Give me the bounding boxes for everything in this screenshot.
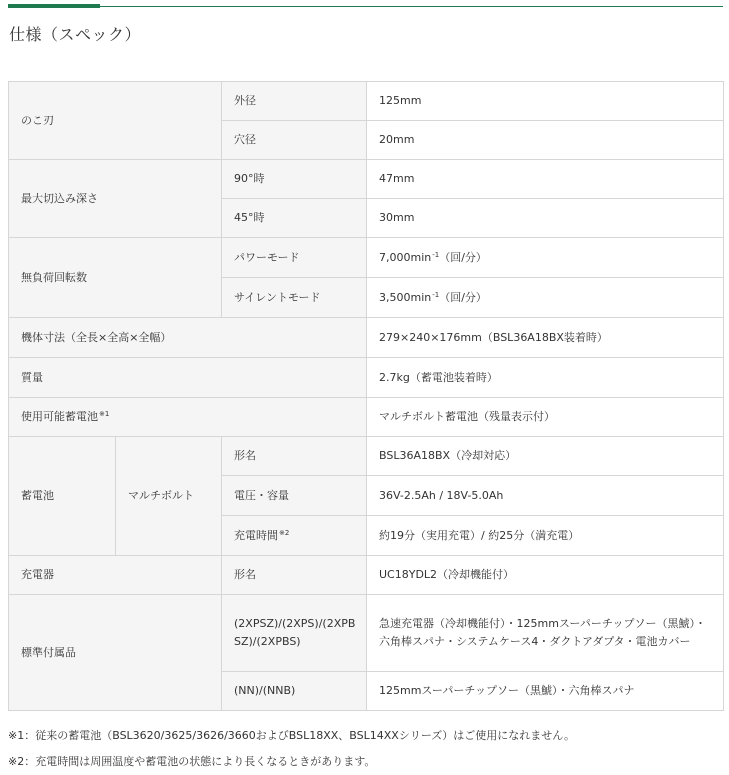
silent-speed-value: 3,500min xyxy=(379,290,432,304)
row-value-charge-time: 約19分（実用充電）/ 約25分（満充電） xyxy=(367,516,724,556)
row-value-silent xyxy=(367,278,724,318)
row-sublabel-90: 90°時 xyxy=(222,160,367,199)
row-sublabel-power: パワーモード xyxy=(222,238,367,278)
row-value-usable-battery: マルチボルト蓄電池（残量表示付） xyxy=(367,398,724,437)
row-value-45: 30mm xyxy=(367,199,724,238)
row-value-charger-model: UC18YDL2（冷却機能付） xyxy=(367,556,724,595)
power-speed-value: 7,000min xyxy=(379,250,432,264)
table-row xyxy=(9,595,724,672)
row-sublabel-set2: (NN)/(NNB) xyxy=(222,672,367,711)
table-row xyxy=(9,238,724,278)
row-value-bore: 20mm xyxy=(367,121,724,160)
row-value-voltage: 36V-2.5Ah / 18V-5.0Ah xyxy=(367,476,724,516)
row-label-dimensions: 機体寸法（全長×全高×全幅） xyxy=(9,318,367,358)
footnote-1: ※1：従来の蓄電池（BSL3620/3625/3626/3660およびBSL18XX、BSL14XXシリーズ）はご使用になれません。 xyxy=(8,729,575,742)
row-sublabel-outer: 外径 xyxy=(222,82,367,121)
row-sublabel-charge-time xyxy=(222,516,367,556)
row-value-battery-model: BSL36A18BX（冷却対応） xyxy=(367,437,724,476)
row-sublabel-battery-model: 形名 xyxy=(222,437,367,476)
row-sublabel-silent: サイレントモード xyxy=(222,278,367,318)
row-value-set2: 125mmスーパーチップソー（黒鯱）・六角棒スパナ xyxy=(367,672,724,711)
row-sublabel-voltage: 電圧・容量 xyxy=(222,476,367,516)
row-label-battery: 蓄電池 xyxy=(9,437,116,556)
row-value-dimensions: 279×240×176mm（BSL36A18BX装着時） xyxy=(367,318,724,358)
row-label-speed: 無負荷回転数 xyxy=(9,238,222,318)
table-row xyxy=(9,398,724,437)
footnote-ref-1: ※1 xyxy=(99,410,110,419)
table-row xyxy=(9,437,724,476)
row-sublabel-charger-model: 形名 xyxy=(222,556,367,595)
row-value-set1: 急速充電器（冷却機能付）・125mmスーパーチップソー（黒鯱）・六角棒スパナ・システムケース4・ダクトアダプタ・電池カバー xyxy=(367,595,724,672)
table-row xyxy=(9,556,724,595)
row-label-accessories: 標準付属品 xyxy=(9,595,222,711)
speed-exponent: -1 xyxy=(432,290,440,299)
row-label-charger: 充電器 xyxy=(9,556,222,595)
row-value-weight: 2.7kg（蓄電池装着時） xyxy=(367,358,724,398)
row-sublabel-multivolt: マルチボルト xyxy=(116,437,222,556)
row-label-usable-battery xyxy=(9,398,367,437)
title-divider xyxy=(8,6,723,7)
table-row xyxy=(9,318,724,358)
row-sublabel-bore: 穴径 xyxy=(222,121,367,160)
spec-table xyxy=(8,81,724,711)
row-sublabel-set1: (2XPSZ)/(2XPS)/(2XPBSZ)/(2XPBS) xyxy=(222,595,367,672)
page-title: 仕様（スペック） xyxy=(9,25,142,44)
table-row xyxy=(9,82,724,121)
table-row xyxy=(9,358,724,398)
row-value-outer: 125mm xyxy=(367,82,724,121)
power-speed-unit: （回/分） xyxy=(439,250,487,264)
footnote-ref-2: ※2 xyxy=(279,528,290,537)
charge-time-label: 充電時間 xyxy=(234,528,278,542)
row-label-blade: のこ刃 xyxy=(9,82,222,160)
row-sublabel-45: 45°時 xyxy=(222,199,367,238)
row-label-depth: 最大切込み深さ xyxy=(9,160,222,238)
row-value-power xyxy=(367,238,724,278)
row-value-90: 47mm xyxy=(367,160,724,199)
table-row xyxy=(9,160,724,199)
speed-exponent: -1 xyxy=(432,250,440,259)
silent-speed-unit: （回/分） xyxy=(439,290,487,304)
row-label-weight: 質量 xyxy=(9,358,367,398)
usable-battery-label: 使用可能蓄電池 xyxy=(21,410,98,424)
footnote-2: ※2：充電時間は周囲温度や蓄電池の状態により長くなるときがあります。 xyxy=(8,755,376,768)
